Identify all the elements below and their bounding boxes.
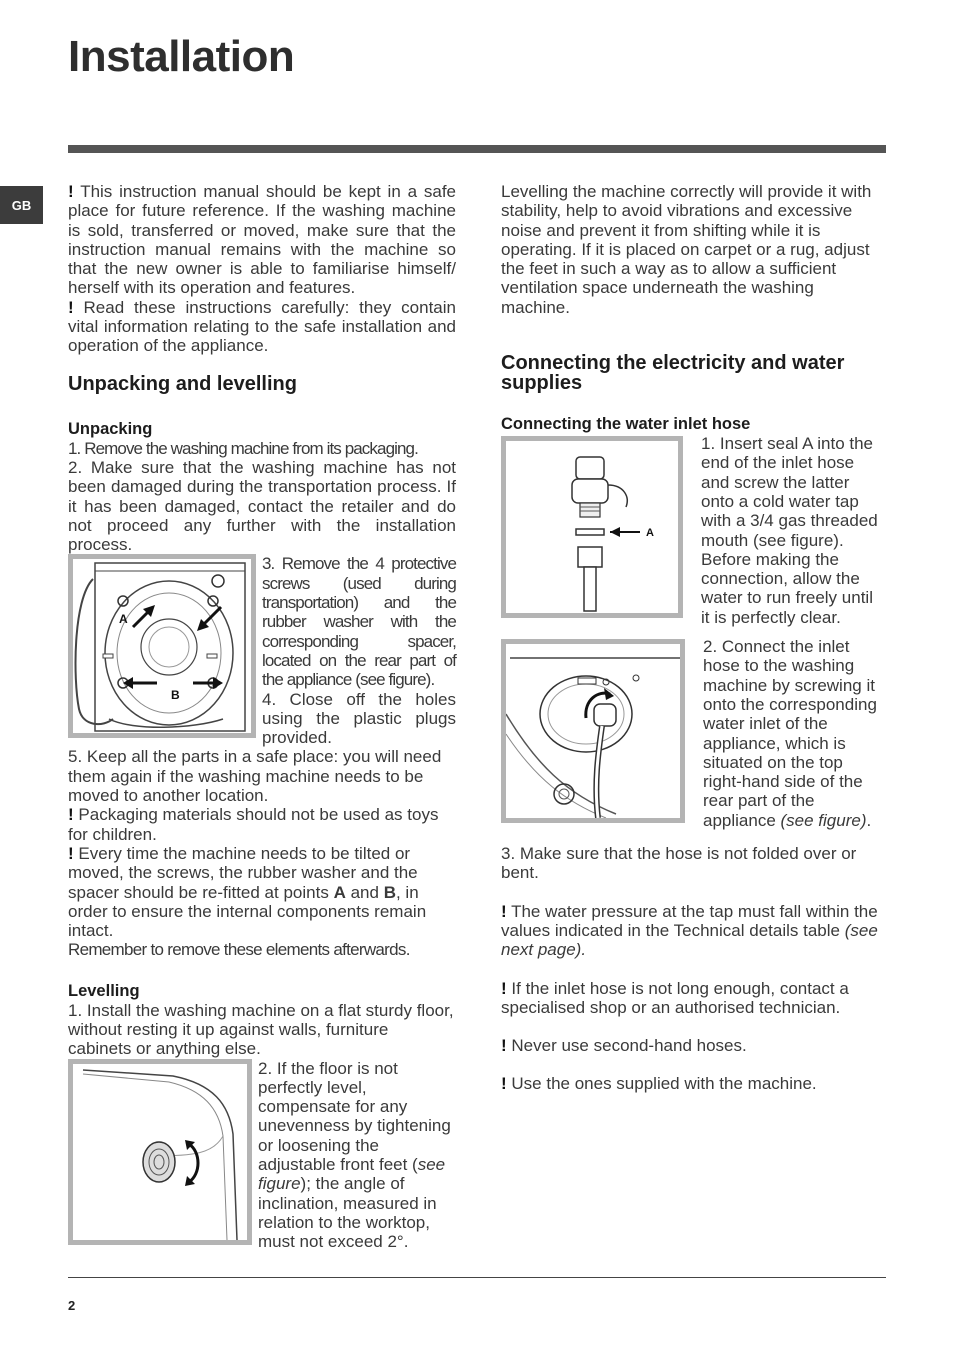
right-column [501,182,886,1094]
warning-mark: ! [68,843,74,863]
section-heading-unpacking-levelling: Unpacking and levelling [68,372,297,395]
left-column [68,182,456,1252]
hose-step-2: 2. Connect the inlet hose to the washing machine by screwing it onto the corresponding water inlet of the appliance, which is situated on the top right-hand side of the rear part of the appliance (see figure). [703,637,877,830]
hose-figure-row-1 [501,434,886,627]
warning-tilting: ! Every time the machine needs to be tilted or moved, the screws, the rubber washer and the spacer should be re-fitted at points A and B, in order to ensure the internal components remain intact. [68,843,427,941]
figure-label-a: A [119,612,128,627]
title-rule [68,145,886,153]
warning-second-hand: ! Never use second-hand hoses. [501,1036,747,1056]
warning-hose-length: ! If the inlet hose is not long enough, contact a specialised shop or an authorised technician. [501,978,849,1017]
tap-seal-illustration [506,441,678,613]
hose-step-1b: Before making the connection, allow the water to run freely until it is perfectly clear. [701,549,873,627]
unpacking-figure-row [68,554,456,747]
intro-paragraph-1: ! This instruction manual should be kept in a safe place for future reference. If the washing machine is sold, transferred or moved, make sure that the instruction manual remains with the machine so that the new owner is able to familiarise himself/ herself with its operation and features. [68,182,457,298]
section-heading-connecting: Connecting the electricity and water supplies [501,352,845,395]
warning-mark: ! [68,297,74,317]
levelling-step-2: 2. If the floor is not perfectly level, compensate for any unevenness by tightening or loosening the adjustable front feet (see figure); the angle of inclination, measured in relation to the worktop, must not exceed 2°. [258,1058,451,1252]
hose-figure-row-2 [501,637,886,830]
intro-paragraph-2: ! Read these instructions carefully: they contain vital information relating to the safe installation and operation of the appliance. [68,297,456,356]
unpacking-step-4: 4. Close off the holes using the plastic plugs provided. [262,689,456,748]
warning-supplied-hoses: ! Use the ones supplied with the machine. [501,1074,817,1094]
rear-panel-illustration [73,559,251,733]
warning-mark: ! [501,1036,507,1056]
language-tab: GB [0,186,43,224]
subheading-unpacking: Unpacking [68,419,153,438]
page-title: Installation [68,32,295,81]
adjustable-foot-illustration [73,1064,247,1240]
tap-seal-figure [501,436,683,618]
hose-step-3: 3. Make sure that the hose is not folded over or bent. [501,844,857,883]
levelling-figure-text [258,1059,456,1252]
figure-label-b: B [171,688,180,703]
unpacking-step-2: 2. Make sure that the washing machine has not been damaged during the transportation process. If it has been damaged, contact the retailer and do not proceed any further with the installation process. [68,457,456,555]
levelling-step-1: 1. Install the washing machine on a flat sturdy floor, without resting it up against walls, furniture cabinets or anything else. [68,1000,454,1059]
page-number: 2 [68,1298,76,1313]
subheading-water-inlet-hose: Connecting the water inlet hose [501,415,751,434]
unpacking-step-3: 3. Remove the 4 protective screws (used during transportation) and the rubber washer with the corresponding spacer, located on the rear part of the appliance (see figure). [262,554,456,690]
figure-label-seal-a: A [646,527,654,540]
unpacking-step-5: 5. Keep all the parts in a safe place: you will need them again if the washing machine needs to be moved to another location. [68,747,442,806]
unpacking-figure-text [262,554,456,747]
rear-panel-figure [68,554,256,738]
remember-note: Remember to remove these elements afterwards. [68,940,410,960]
hose-step-1: 1. Insert seal A into the end of the inlet hose and screw the latter onto a cold water tap with a 3/4 gas threaded mouth (see figure). [701,434,878,550]
water-inlet-figure [501,639,685,823]
adjustable-foot-figure [68,1059,252,1245]
levelling-figure-row [68,1059,456,1252]
levelling-benefits-paragraph: Levelling the machine correctly will provide it with stability, help to avoid vibrations and excessive noise and prevent it from shifting while it is operating. If it is placed on carpet or a rug, adjust the feet in such a way as to allow a sufficient ventilation space underneath the washing machine. [501,182,872,317]
hose-figure-text-1 [701,434,886,627]
hose-figure-text-2 [703,637,886,830]
subheading-levelling: Levelling [68,981,140,1000]
warning-mark: ! [501,1074,507,1094]
warning-mark: ! [68,182,74,201]
warning-mark: ! [68,805,74,825]
warning-water-pressure: ! The water pressure at the tap must fall within the values indicated in the Technical details table (see next page). [501,901,878,960]
warning-mark: ! [501,978,507,998]
water-inlet-illustration [506,644,680,818]
warning-mark: ! [501,901,507,921]
unpacking-step-1: 1. Remove the washing machine from its packaging. [68,438,418,458]
footer-rule [68,1277,886,1278]
warning-packaging: ! Packaging materials should not be used as toys for children. [68,805,439,844]
